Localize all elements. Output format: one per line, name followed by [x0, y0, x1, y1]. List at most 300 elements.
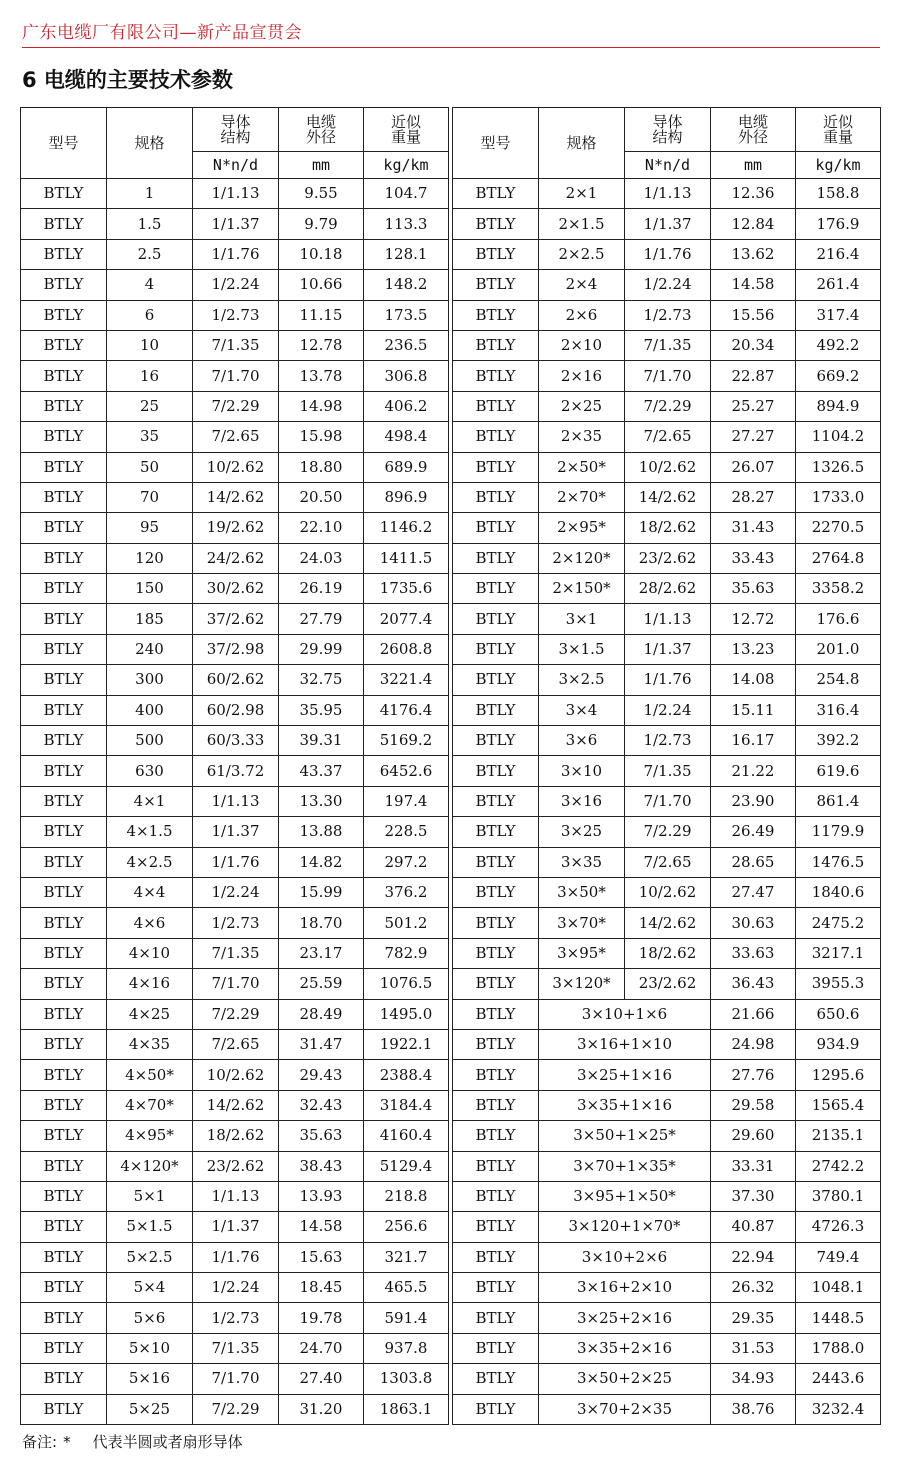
cell-diameter: 26.49 — [711, 817, 796, 847]
cell-model: BTLY — [21, 847, 107, 877]
spec-tables — [20, 107, 880, 1424]
cell-model: BTLY — [453, 1273, 539, 1303]
cell-weight: 3184.4 — [364, 1090, 449, 1120]
cell-diameter: 27.27 — [711, 422, 796, 452]
unit-diameter: mm — [279, 152, 364, 179]
cell-model: BTLY — [453, 513, 539, 543]
cell-spec: 2×2.5 — [539, 239, 625, 269]
cell-diameter: 15.56 — [711, 300, 796, 330]
cell-diameter: 22.94 — [711, 1242, 796, 1272]
cell-spec: 2×70* — [539, 482, 625, 512]
cell-weight: 218.8 — [364, 1181, 449, 1211]
cell-diameter: 31.43 — [711, 513, 796, 543]
cell-weight: 3780.1 — [796, 1181, 881, 1211]
table-row — [453, 452, 881, 482]
table-row — [21, 908, 449, 938]
cell-spec: 2×1.5 — [539, 209, 625, 239]
cell-diameter: 33.63 — [711, 938, 796, 968]
cell-weight: 3221.4 — [364, 665, 449, 695]
cell-structure: 1/2.73 — [193, 300, 279, 330]
cell-spec: 4×50* — [107, 1060, 193, 1090]
cell-diameter: 16.17 — [711, 726, 796, 756]
cell-model: BTLY — [21, 422, 107, 452]
cell-model: BTLY — [453, 300, 539, 330]
cell-spec: 4×6 — [107, 908, 193, 938]
cell-model: BTLY — [21, 634, 107, 664]
cell-diameter: 28.65 — [711, 847, 796, 877]
cell-structure: 1/1.37 — [625, 209, 711, 239]
cell-structure: 7/2.29 — [625, 391, 711, 421]
cell-model: BTLY — [21, 756, 107, 786]
table-row — [453, 513, 881, 543]
header-spec: 规格 — [539, 108, 625, 179]
cell-model: BTLY — [453, 270, 539, 300]
cell-model: BTLY — [453, 938, 539, 968]
cell-spec: 4×1 — [107, 786, 193, 816]
cell-structure: 1/1.76 — [193, 847, 279, 877]
cell-model: BTLY — [453, 574, 539, 604]
cell-model: BTLY — [453, 604, 539, 634]
cell-model: BTLY — [21, 270, 107, 300]
table-row — [21, 300, 449, 330]
cell-structure: 1/2.24 — [193, 877, 279, 907]
cell-weight: 406.2 — [364, 391, 449, 421]
cell-weight: 2135.1 — [796, 1121, 881, 1151]
spec-table-right — [452, 107, 881, 1425]
unit-diameter: mm — [711, 152, 796, 179]
cell-spec: 5×16 — [107, 1364, 193, 1394]
cell-structure: 60/2.98 — [193, 695, 279, 725]
table-row — [21, 1090, 449, 1120]
cell-model: BTLY — [453, 847, 539, 877]
cell-weight: 669.2 — [796, 361, 881, 391]
cell-spec: 70 — [107, 482, 193, 512]
table-row — [21, 1242, 449, 1272]
cell-model: BTLY — [453, 452, 539, 482]
cell-weight: 861.4 — [796, 786, 881, 816]
cell-weight: 1922.1 — [364, 1029, 449, 1059]
cell-weight: 591.4 — [364, 1303, 449, 1333]
table-row — [453, 543, 881, 573]
table-row — [21, 513, 449, 543]
table-row — [453, 1121, 881, 1151]
header-weight: 近似 重量 — [364, 108, 449, 152]
cell-spec: 4×120* — [107, 1151, 193, 1181]
table-row — [21, 938, 449, 968]
cell-structure: 1/1.13 — [193, 1181, 279, 1211]
cell-weight: 201.0 — [796, 634, 881, 664]
cell-spec: 4×10 — [107, 938, 193, 968]
cell-model: BTLY — [21, 1364, 107, 1394]
cell-spec-structure: 3×70+2×35 — [539, 1394, 711, 1424]
cell-spec: 3×1.5 — [539, 634, 625, 664]
cell-diameter: 18.45 — [279, 1273, 364, 1303]
cell-diameter: 18.70 — [279, 908, 364, 938]
table-row — [21, 391, 449, 421]
cell-weight: 1495.0 — [364, 999, 449, 1029]
cell-model: BTLY — [453, 999, 539, 1029]
header-spec: 规格 — [107, 108, 193, 179]
footnote-text: 代表半圆或者扇形导体 — [92, 1433, 243, 1451]
table-row — [453, 695, 881, 725]
cell-diameter: 27.79 — [279, 604, 364, 634]
cell-diameter: 11.15 — [279, 300, 364, 330]
table-row — [453, 877, 881, 907]
cell-weight: 321.7 — [364, 1242, 449, 1272]
cell-structure: 1/2.24 — [625, 695, 711, 725]
table-row — [21, 543, 449, 573]
cell-structure: 1/1.76 — [193, 239, 279, 269]
cell-weight: 1411.5 — [364, 543, 449, 573]
cell-structure: 7/2.29 — [193, 999, 279, 1029]
table-row — [21, 634, 449, 664]
cell-spec: 4 — [107, 270, 193, 300]
cell-diameter: 12.36 — [711, 179, 796, 209]
table-row — [453, 1242, 881, 1272]
table-row — [21, 1303, 449, 1333]
cell-weight: 392.2 — [796, 726, 881, 756]
cell-weight: 317.4 — [796, 300, 881, 330]
cell-structure: 7/2.65 — [193, 1029, 279, 1059]
cell-weight: 1104.2 — [796, 422, 881, 452]
cell-structure: 14/2.62 — [193, 482, 279, 512]
cell-structure: 7/1.70 — [193, 969, 279, 999]
cell-diameter: 13.78 — [279, 361, 364, 391]
cell-model: BTLY — [453, 1090, 539, 1120]
cell-diameter: 29.99 — [279, 634, 364, 664]
cell-model: BTLY — [453, 361, 539, 391]
header-model: 型号 — [453, 108, 539, 179]
cell-spec: 2×95* — [539, 513, 625, 543]
cell-weight: 465.5 — [364, 1273, 449, 1303]
cell-spec: 1.5 — [107, 209, 193, 239]
cell-weight: 498.4 — [364, 422, 449, 452]
cell-model: BTLY — [453, 1121, 539, 1151]
cell-weight: 749.4 — [796, 1242, 881, 1272]
cell-model: BTLY — [453, 1303, 539, 1333]
cell-spec-structure: 3×10+2×6 — [539, 1242, 711, 1272]
cell-spec: 2×16 — [539, 361, 625, 391]
cell-diameter: 18.80 — [279, 452, 364, 482]
cell-model: BTLY — [21, 1060, 107, 1090]
cell-diameter: 13.88 — [279, 817, 364, 847]
cell-diameter: 14.98 — [279, 391, 364, 421]
section-heading: 6 电缆的主要技术参数 — [22, 68, 233, 92]
cell-model: BTLY — [21, 695, 107, 725]
cell-structure: 1/1.76 — [625, 665, 711, 695]
cell-structure: 60/2.62 — [193, 665, 279, 695]
table-row — [21, 209, 449, 239]
cell-model: BTLY — [21, 574, 107, 604]
cell-model: BTLY — [453, 1060, 539, 1090]
cell-structure: 1/2.24 — [193, 1273, 279, 1303]
cell-structure: 7/2.29 — [193, 391, 279, 421]
cell-spec-structure: 3×35+1×16 — [539, 1090, 711, 1120]
cell-diameter: 27.47 — [711, 877, 796, 907]
cell-structure: 1/1.37 — [625, 634, 711, 664]
table-row — [453, 1273, 881, 1303]
cell-weight: 2077.4 — [364, 604, 449, 634]
cell-model: BTLY — [21, 513, 107, 543]
cell-weight: 216.4 — [796, 239, 881, 269]
table-row — [453, 239, 881, 269]
cell-weight: 236.5 — [364, 330, 449, 360]
cell-structure: 7/1.35 — [625, 756, 711, 786]
table-body-right — [453, 179, 881, 1425]
cell-spec-structure: 3×50+2×25 — [539, 1364, 711, 1394]
header-structure: 导体 结构 — [193, 108, 279, 152]
cell-diameter: 23.90 — [711, 786, 796, 816]
cell-model: BTLY — [453, 695, 539, 725]
table-row — [21, 786, 449, 816]
cell-structure: 1/1.76 — [193, 1242, 279, 1272]
cell-model: BTLY — [453, 634, 539, 664]
cell-diameter: 10.66 — [279, 270, 364, 300]
cell-weight: 501.2 — [364, 908, 449, 938]
cell-weight: 1146.2 — [364, 513, 449, 543]
table-row — [453, 1060, 881, 1090]
cell-diameter: 34.93 — [711, 1364, 796, 1394]
cell-structure: 7/2.29 — [625, 817, 711, 847]
cell-structure: 18/2.62 — [193, 1121, 279, 1151]
cell-spec: 630 — [107, 756, 193, 786]
cell-model: BTLY — [21, 1121, 107, 1151]
table-row — [453, 270, 881, 300]
table-row — [21, 179, 449, 209]
cell-spec: 2.5 — [107, 239, 193, 269]
cell-diameter: 28.49 — [279, 999, 364, 1029]
cell-model: BTLY — [21, 452, 107, 482]
cell-spec-structure: 3×25+1×16 — [539, 1060, 711, 1090]
cell-model: BTLY — [21, 179, 107, 209]
cell-diameter: 24.70 — [279, 1333, 364, 1363]
cell-structure: 23/2.62 — [625, 969, 711, 999]
cell-spec: 3×16 — [539, 786, 625, 816]
cell-spec-structure: 3×50+1×25* — [539, 1121, 711, 1151]
cell-spec: 3×120* — [539, 969, 625, 999]
cell-model: BTLY — [453, 422, 539, 452]
cell-spec: 3×95* — [539, 938, 625, 968]
cell-structure: 18/2.62 — [625, 513, 711, 543]
cell-structure: 7/2.65 — [193, 422, 279, 452]
cell-structure: 30/2.62 — [193, 574, 279, 604]
cell-spec: 4×4 — [107, 877, 193, 907]
cell-weight: 1326.5 — [796, 452, 881, 482]
footnote-label: 备注: — [22, 1433, 58, 1451]
cell-model: BTLY — [453, 969, 539, 999]
cell-spec: 3×4 — [539, 695, 625, 725]
cell-structure: 1/1.13 — [625, 604, 711, 634]
cell-weight: 297.2 — [364, 847, 449, 877]
cell-structure: 1/1.37 — [193, 1212, 279, 1242]
cell-spec-structure: 3×16+2×10 — [539, 1273, 711, 1303]
cell-weight: 1565.4 — [796, 1090, 881, 1120]
cell-spec: 3×70* — [539, 908, 625, 938]
cell-weight: 650.6 — [796, 999, 881, 1029]
cell-diameter: 14.58 — [279, 1212, 364, 1242]
cell-diameter: 13.93 — [279, 1181, 364, 1211]
cell-model: BTLY — [21, 1029, 107, 1059]
cell-weight: 128.1 — [364, 239, 449, 269]
cell-model: BTLY — [21, 999, 107, 1029]
cell-weight: 4160.4 — [364, 1121, 449, 1151]
table-row — [453, 847, 881, 877]
cell-weight: 1295.6 — [796, 1060, 881, 1090]
cell-weight: 176.6 — [796, 604, 881, 634]
table-row — [453, 361, 881, 391]
cell-structure: 7/2.65 — [625, 422, 711, 452]
table-row — [453, 179, 881, 209]
company-title: 广东电缆厂有限公司—新产品宣贯会 — [22, 23, 302, 43]
cell-diameter: 15.98 — [279, 422, 364, 452]
cell-model: BTLY — [21, 1181, 107, 1211]
cell-diameter: 15.99 — [279, 877, 364, 907]
cell-spec: 35 — [107, 422, 193, 452]
cell-weight: 6452.6 — [364, 756, 449, 786]
cell-structure: 1/2.73 — [193, 1303, 279, 1333]
cell-weight: 1048.1 — [796, 1273, 881, 1303]
table-row — [453, 756, 881, 786]
cell-weight: 3217.1 — [796, 938, 881, 968]
table-row — [453, 1364, 881, 1394]
table-row — [21, 239, 449, 269]
cell-structure: 7/1.70 — [193, 361, 279, 391]
cell-diameter: 35.95 — [279, 695, 364, 725]
cell-weight: 104.7 — [364, 179, 449, 209]
cell-diameter: 35.63 — [279, 1121, 364, 1151]
table-row — [453, 604, 881, 634]
cell-spec: 4×1.5 — [107, 817, 193, 847]
cell-diameter: 37.30 — [711, 1181, 796, 1211]
cell-spec: 240 — [107, 634, 193, 664]
table-row — [21, 1060, 449, 1090]
cell-diameter: 35.63 — [711, 574, 796, 604]
cell-weight: 2270.5 — [796, 513, 881, 543]
table-row — [453, 1029, 881, 1059]
cell-diameter: 13.62 — [711, 239, 796, 269]
cell-weight: 894.9 — [796, 391, 881, 421]
cell-spec: 5×2.5 — [107, 1242, 193, 1272]
table-row — [21, 847, 449, 877]
page-header — [10, 6, 880, 46]
table-row — [453, 1394, 881, 1424]
cell-spec: 4×2.5 — [107, 847, 193, 877]
cell-diameter: 36.43 — [711, 969, 796, 999]
cell-weight: 5129.4 — [364, 1151, 449, 1181]
cell-structure: 1/2.24 — [625, 270, 711, 300]
table-row — [21, 574, 449, 604]
cell-spec: 2×4 — [539, 270, 625, 300]
table-row — [21, 1212, 449, 1242]
cell-structure: 1/1.13 — [625, 179, 711, 209]
cell-spec: 16 — [107, 361, 193, 391]
cell-model: BTLY — [453, 877, 539, 907]
cell-diameter: 22.10 — [279, 513, 364, 543]
cell-spec-structure: 3×25+2×16 — [539, 1303, 711, 1333]
cell-structure: 14/2.62 — [193, 1090, 279, 1120]
cell-structure: 7/1.35 — [193, 938, 279, 968]
cell-model: BTLY — [453, 1242, 539, 1272]
cell-spec: 5×1 — [107, 1181, 193, 1211]
cell-diameter: 14.58 — [711, 270, 796, 300]
cell-diameter: 14.82 — [279, 847, 364, 877]
table-row — [21, 756, 449, 786]
table-row — [453, 574, 881, 604]
cell-model: BTLY — [453, 482, 539, 512]
cell-model: BTLY — [453, 1212, 539, 1242]
cell-structure: 1/2.73 — [193, 908, 279, 938]
cell-weight: 261.4 — [796, 270, 881, 300]
cell-model: BTLY — [453, 1394, 539, 1424]
table-row — [453, 482, 881, 512]
cell-weight: 256.6 — [364, 1212, 449, 1242]
cell-diameter: 33.31 — [711, 1151, 796, 1181]
table-row — [453, 786, 881, 816]
cell-spec: 3×25 — [539, 817, 625, 847]
cell-spec: 3×35 — [539, 847, 625, 877]
cell-model: BTLY — [21, 1151, 107, 1181]
table-row — [453, 422, 881, 452]
cell-model: BTLY — [21, 665, 107, 695]
cell-model: BTLY — [453, 665, 539, 695]
header-rule — [22, 47, 880, 48]
cell-structure: 7/1.35 — [625, 330, 711, 360]
cell-structure: 7/1.70 — [625, 786, 711, 816]
cell-model: BTLY — [21, 969, 107, 999]
cell-weight: 173.5 — [364, 300, 449, 330]
cell-weight: 937.8 — [364, 1333, 449, 1363]
cell-weight: 316.4 — [796, 695, 881, 725]
footnote-symbol: * — [63, 1433, 71, 1451]
cell-diameter: 31.53 — [711, 1333, 796, 1363]
unit-structure: N*n/d — [625, 152, 711, 179]
cell-weight: 228.5 — [364, 817, 449, 847]
cell-weight: 1303.8 — [364, 1364, 449, 1394]
cell-diameter: 31.20 — [279, 1394, 364, 1424]
table-row — [453, 330, 881, 360]
cell-weight: 1179.9 — [796, 817, 881, 847]
cell-model: BTLY — [453, 239, 539, 269]
cell-structure: 37/2.62 — [193, 604, 279, 634]
cell-diameter: 24.98 — [711, 1029, 796, 1059]
cell-spec: 2×10 — [539, 330, 625, 360]
cell-weight: 2608.8 — [364, 634, 449, 664]
cell-weight: 3358.2 — [796, 574, 881, 604]
table-row — [21, 1121, 449, 1151]
cell-spec: 4×16 — [107, 969, 193, 999]
cell-spec: 4×70* — [107, 1090, 193, 1120]
table-row — [21, 1029, 449, 1059]
cell-structure: 7/2.65 — [625, 847, 711, 877]
cell-diameter: 23.17 — [279, 938, 364, 968]
table-row — [453, 1090, 881, 1120]
cell-structure: 61/3.72 — [193, 756, 279, 786]
cell-diameter: 27.76 — [711, 1060, 796, 1090]
cell-model: BTLY — [21, 361, 107, 391]
cell-model: BTLY — [21, 209, 107, 239]
cell-weight: 376.2 — [364, 877, 449, 907]
table-row — [21, 330, 449, 360]
cell-diameter: 21.22 — [711, 756, 796, 786]
cell-spec: 3×50* — [539, 877, 625, 907]
cell-spec: 5×4 — [107, 1273, 193, 1303]
table-row — [21, 270, 449, 300]
cell-spec: 3×2.5 — [539, 665, 625, 695]
cell-weight: 197.4 — [364, 786, 449, 816]
cell-spec: 5×1.5 — [107, 1212, 193, 1242]
table-row — [21, 1394, 449, 1424]
cell-weight: 689.9 — [364, 452, 449, 482]
